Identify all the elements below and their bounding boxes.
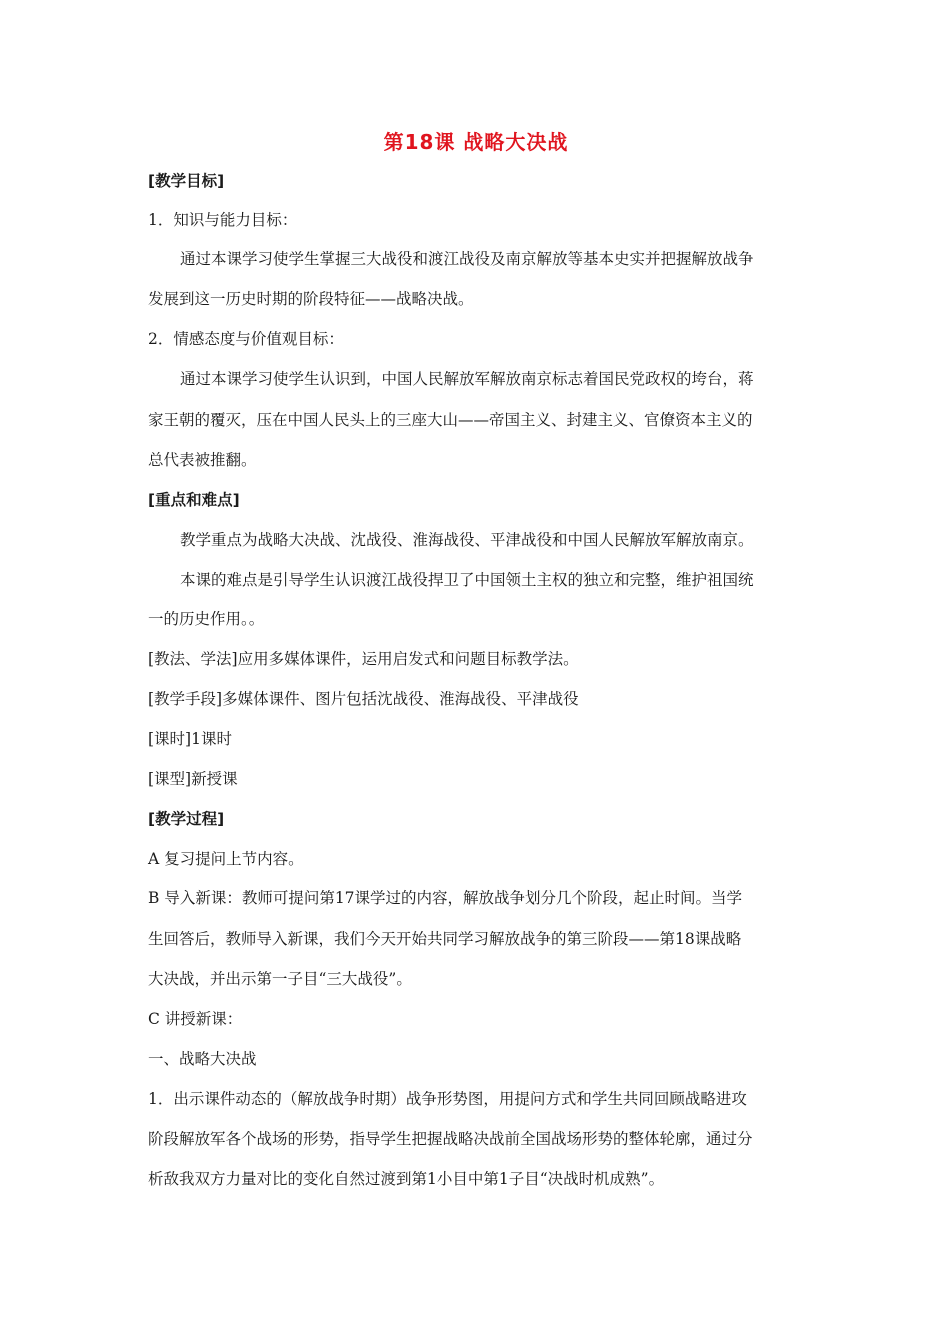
paragraph-line: 通过本课学习使学生掌握三大战役和渡江战役及南京解放等基本史实并把握解放战争 xyxy=(180,250,754,268)
section-heading-key-points: [重点和难点] xyxy=(148,491,240,509)
lesson-title: 第18课 战略大决战 xyxy=(383,130,569,154)
paragraph-line: 总代表被推翻。 xyxy=(148,451,257,469)
teaching-means-line: [教学手段]多媒体课件、图片包括沈战役、淮海战役、平津战役 xyxy=(148,690,579,708)
class-hours-line: [课时]1课时 xyxy=(148,730,232,748)
paragraph-line: 发展到这一历史时期的阶段特征——战略决战。 xyxy=(148,290,474,308)
paragraph-line: 阶段解放军各个战场的形势，指导学生把握战略决战前全国战场形势的整体轮廓，通过分 xyxy=(148,1130,753,1148)
process-step-c: C 讲授新课： xyxy=(148,1010,243,1028)
process-step-b: B 导入新课：教师可提问第17课学过的内容，解放战争划分几个阶段，起止时间。当学 xyxy=(148,889,743,907)
paragraph-line: 一的历史作用。。 xyxy=(148,610,265,628)
paragraph-line: 通过本课学习使学生认识到，中国人民解放军解放南京标志着国民党政权的垮台，蒋 xyxy=(180,370,754,388)
paragraph-line: 析敌我双方力量对比的变化自然过渡到第1小目中第1子目“决战时机成熟”。 xyxy=(148,1170,665,1188)
paragraph-line: 本课的难点是引导学生认识渡江战役捍卫了中国领土主权的独立和完整，维护祖国统 xyxy=(180,571,754,589)
paragraph-line: 大决战，并出示第一子目“三大战役”。 xyxy=(148,970,412,988)
section-heading-objectives: [教学目标] xyxy=(148,172,225,190)
paragraph-line: 家王朝的覆灭，压在中国人民头上的三座大山——帝国主义、封建主义、官僚资本主义的 xyxy=(148,411,753,429)
section-heading-process: [教学过程] xyxy=(148,810,225,828)
paragraph-line: 教学重点为战略大决战、沈战役、淮海战役、平津战役和中国人民解放军解放南京。 xyxy=(180,531,754,549)
objective-1-heading: 1．知识与能力目标： xyxy=(148,211,298,229)
process-step-a: A 复习提问上节内容。 xyxy=(148,850,304,868)
subsection-heading: 一、战略大决战 xyxy=(148,1050,257,1068)
class-type-line: [课型]新授课 xyxy=(148,770,238,788)
teaching-method-line: [教法、学法]应用多媒体课件，运用启发式和问题目标教学法。 xyxy=(148,650,579,668)
objective-2-heading: 2．情感态度与价值观目标： xyxy=(148,330,344,348)
paragraph-line: 1．出示课件动态的（解放战争时期）战争形势图，用提问方式和学生共同回顾战略进攻 xyxy=(148,1090,747,1108)
paragraph-line: 生回答后，教师导入新课，我们今天开始共同学习解放战争的第三阶段——第18课战略 xyxy=(148,930,742,948)
